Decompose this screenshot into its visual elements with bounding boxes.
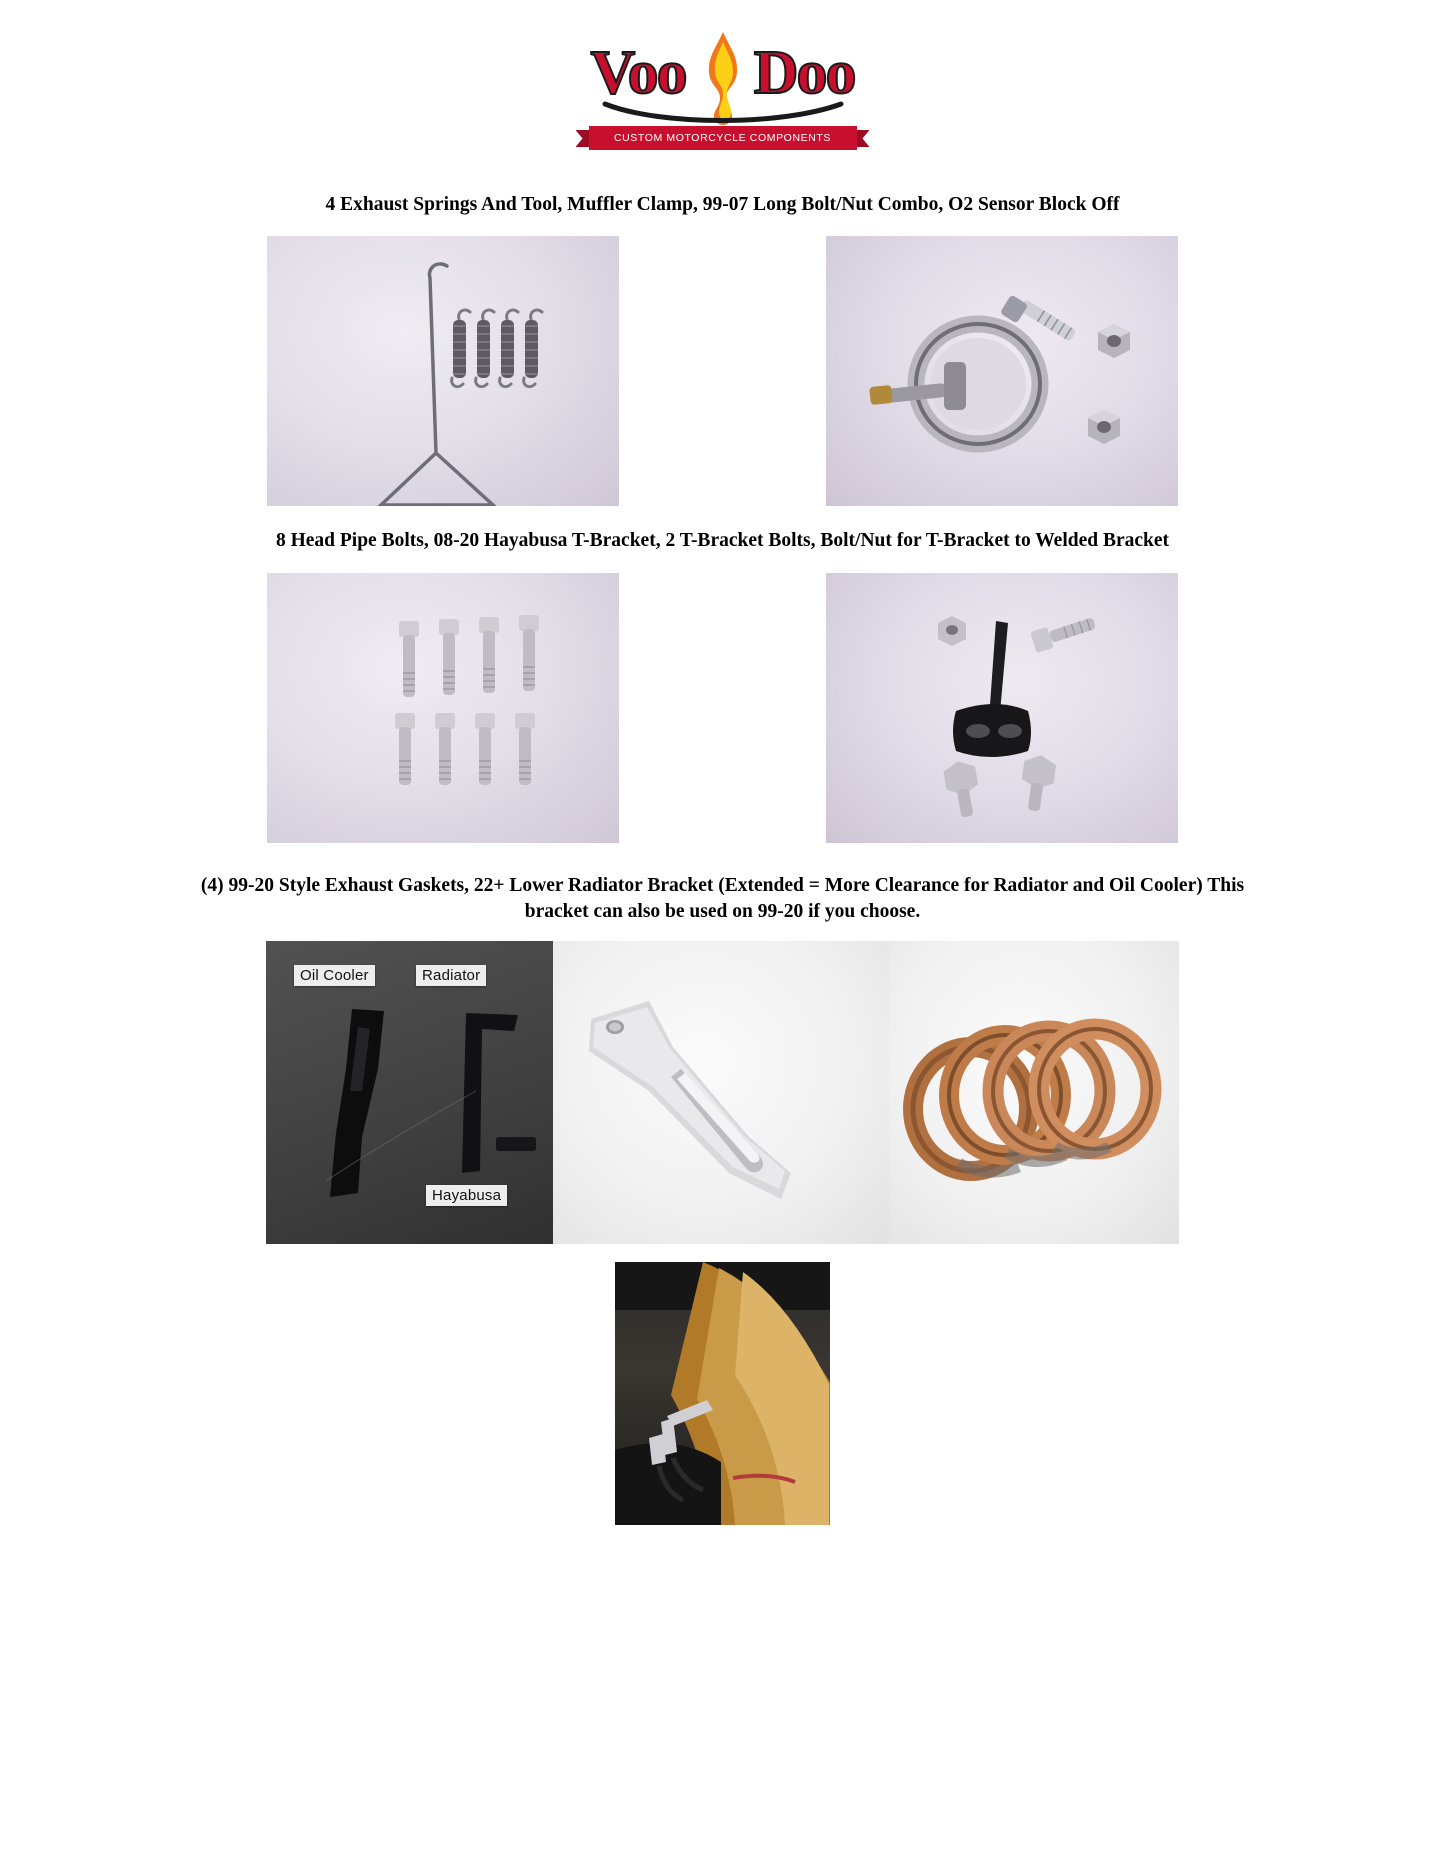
ribbon-band [589,126,857,150]
label-oil-cooler: Oil Cooler [294,965,375,986]
logo-wordmark [589,38,857,130]
nut-upper [1098,324,1130,358]
photo-installed-bracket [615,1262,830,1525]
photo-t-bracket [826,573,1178,843]
logo-container [0,0,1445,158]
label-radiator: Radiator [416,965,486,986]
clamp-illustration [826,236,1178,506]
photo-lower-radiator-bracket [553,941,889,1244]
logo-ribbon [589,124,857,158]
logo-swoosh [601,100,845,126]
section-3-install-image [0,1262,1445,1525]
section-3-images [0,941,1445,1244]
logo-text-left: Voo [590,39,686,107]
photo-exhaust-gaskets [889,941,1179,1244]
bolts-illustration [267,573,619,843]
photo-oil-cooler-radiator-brackets [266,941,553,1244]
section-2-caption: 8 Head Pipe Bolts, 08-20 Hayabusa T-Bracket, 2 T-Bracket Bolts, Bolt/Nut for T-Bracket to Welded Bracket [275,530,1170,552]
section-3-caption: (4) 99-20 Style Exhaust Gaskets, 22+ Lower Radiator Bracket (Extended = More Clearance for Radiator and Oil Cooler) This bracket can also be used on 99-20 if you choose. [200,874,1245,922]
photo-head-pipe-bolts [267,573,619,843]
gaskets-illustration [889,941,1179,1244]
ribbon-tail-right [856,130,870,147]
photo-muffler-clamp [826,236,1178,506]
lower-bracket-illustration [553,941,889,1244]
brand-tagline: CUSTOM MOTORCYCLE COMPONENTS [613,132,832,144]
voodoo-logo [589,38,857,158]
installed-illustration [615,1262,830,1525]
nut-lower [1088,410,1120,444]
springs-illustration [267,236,619,506]
logo-text-right: Doo [753,39,855,107]
photo-exhaust-springs-tool [267,236,619,506]
brackets-illustration [266,941,553,1244]
ribbon-tail-left [576,130,590,147]
bracket-nut [938,616,966,646]
section-1-images [0,236,1445,506]
label-hayabusa: Hayabusa [426,1185,507,1206]
section-1-caption: 4 Exhaust Springs And Tool, Muffler Clamp, 99-07 Long Bolt/Nut Combo, O2 Sensor Block Off [325,194,1120,215]
section-2-images [0,573,1445,843]
t-bracket-illustration [826,573,1178,843]
